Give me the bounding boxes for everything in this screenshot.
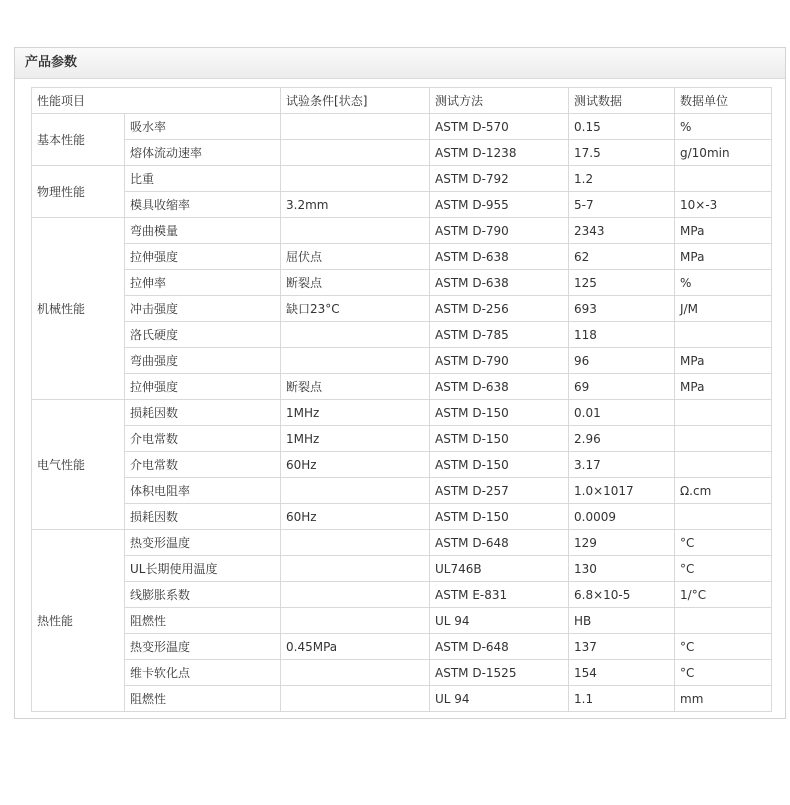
value-cell: 1.1: [569, 686, 675, 712]
method-cell: ASTM D-790: [430, 218, 569, 244]
condition-cell: [281, 114, 430, 140]
unit-cell: °C: [675, 556, 772, 582]
condition-cell: 60Hz: [281, 504, 430, 530]
value-cell: 2343: [569, 218, 675, 244]
value-cell: 96: [569, 348, 675, 374]
unit-cell: [675, 426, 772, 452]
unit-cell: 1/°C: [675, 582, 772, 608]
unit-cell: MPa: [675, 348, 772, 374]
unit-cell: g/10min: [675, 140, 772, 166]
spec-table: [31, 87, 772, 712]
value-cell: 693: [569, 296, 675, 322]
property-cell: 拉伸强度: [125, 374, 281, 400]
unit-cell: [675, 322, 772, 348]
value-cell: 130: [569, 556, 675, 582]
value-cell: HB: [569, 608, 675, 634]
value-cell: 137: [569, 634, 675, 660]
unit-cell: MPa: [675, 244, 772, 270]
property-cell: 冲击强度: [125, 296, 281, 322]
table-row: [32, 530, 772, 556]
method-cell: UL746B: [430, 556, 569, 582]
property-cell: 弯曲模量: [125, 218, 281, 244]
unit-cell: J/M: [675, 296, 772, 322]
method-cell: ASTM D-648: [430, 530, 569, 556]
condition-cell: [281, 348, 430, 374]
condition-cell: 3.2mm: [281, 192, 430, 218]
value-cell: 1.0×1017: [569, 478, 675, 504]
unit-cell: [675, 608, 772, 634]
condition-cell: 1MHz: [281, 400, 430, 426]
property-cell: 洛氏硬度: [125, 322, 281, 348]
unit-cell: °C: [675, 634, 772, 660]
condition-cell: [281, 166, 430, 192]
method-cell: ASTM D-1525: [430, 660, 569, 686]
condition-cell: [281, 686, 430, 712]
value-cell: 0.0009: [569, 504, 675, 530]
unit-cell: Ω.cm: [675, 478, 772, 504]
method-cell: ASTM D-570: [430, 114, 569, 140]
table-row: [32, 166, 772, 192]
property-cell: 弯曲强度: [125, 348, 281, 374]
method-cell: ASTM D-638: [430, 244, 569, 270]
method-cell: ASTM D-638: [430, 374, 569, 400]
property-cell: 模具收缩率: [125, 192, 281, 218]
condition-cell: [281, 582, 430, 608]
value-cell: 125: [569, 270, 675, 296]
category-cell: 机械性能: [32, 218, 125, 400]
property-cell: 阻燃性: [125, 686, 281, 712]
value-cell: 0.15: [569, 114, 675, 140]
property-cell: 拉伸率: [125, 270, 281, 296]
header-method: 测试方法: [430, 88, 569, 114]
value-cell: 17.5: [569, 140, 675, 166]
condition-cell: [281, 218, 430, 244]
category-cell: 基本性能: [32, 114, 125, 166]
value-cell: 3.17: [569, 452, 675, 478]
condition-cell: 断裂点: [281, 270, 430, 296]
value-cell: 118: [569, 322, 675, 348]
property-cell: 吸水率: [125, 114, 281, 140]
method-cell: ASTM D-790: [430, 348, 569, 374]
property-cell: 熔体流动速率: [125, 140, 281, 166]
header-condition: 试验条件[状态]: [281, 88, 430, 114]
header-unit: 数据单位: [675, 88, 772, 114]
category-cell: 电气性能: [32, 400, 125, 530]
condition-cell: 60Hz: [281, 452, 430, 478]
header-value: 测试数据: [569, 88, 675, 114]
table-header-row: [32, 88, 772, 114]
method-cell: ASTM D-785: [430, 322, 569, 348]
property-cell: 阻燃性: [125, 608, 281, 634]
condition-cell: 1MHz: [281, 426, 430, 452]
method-cell: ASTM D-150: [430, 426, 569, 452]
category-cell: 物理性能: [32, 166, 125, 218]
unit-cell: [675, 400, 772, 426]
condition-cell: [281, 660, 430, 686]
table-row: [32, 296, 772, 322]
condition-cell: [281, 140, 430, 166]
condition-cell: [281, 478, 430, 504]
property-cell: 介电常数: [125, 426, 281, 452]
method-cell: UL 94: [430, 686, 569, 712]
method-cell: ASTM D-150: [430, 452, 569, 478]
table-row: [32, 114, 772, 140]
value-cell: 154: [569, 660, 675, 686]
table-row: [32, 192, 772, 218]
method-cell: ASTM D-638: [430, 270, 569, 296]
unit-cell: %: [675, 270, 772, 296]
value-cell: 69: [569, 374, 675, 400]
unit-cell: °C: [675, 660, 772, 686]
spec-table-body: [32, 114, 772, 712]
value-cell: 6.8×10-5: [569, 582, 675, 608]
value-cell: 0.01: [569, 400, 675, 426]
method-cell: ASTM D-648: [430, 634, 569, 660]
table-row: [32, 452, 772, 478]
property-cell: 比重: [125, 166, 281, 192]
value-cell: 62: [569, 244, 675, 270]
method-cell: UL 94: [430, 608, 569, 634]
header-property: 性能项目: [32, 88, 281, 114]
table-row: [32, 322, 772, 348]
table-row: [32, 374, 772, 400]
table-row: [32, 556, 772, 582]
property-cell: 损耗因数: [125, 504, 281, 530]
table-row: [32, 504, 772, 530]
property-cell: 体积电阻率: [125, 478, 281, 504]
table-row: [32, 270, 772, 296]
unit-cell: MPa: [675, 218, 772, 244]
unit-cell: MPa: [675, 374, 772, 400]
value-cell: 2.96: [569, 426, 675, 452]
product-params-panel: [14, 47, 786, 719]
table-row: [32, 218, 772, 244]
property-cell: 拉伸强度: [125, 244, 281, 270]
method-cell: ASTM D-150: [430, 504, 569, 530]
unit-cell: °C: [675, 530, 772, 556]
table-row: [32, 660, 772, 686]
condition-cell: [281, 322, 430, 348]
method-cell: ASTM D-792: [430, 166, 569, 192]
property-cell: 损耗因数: [125, 400, 281, 426]
method-cell: ASTM E-831: [430, 582, 569, 608]
table-row: [32, 478, 772, 504]
condition-cell: [281, 608, 430, 634]
property-cell: 介电常数: [125, 452, 281, 478]
table-row: [32, 348, 772, 374]
method-cell: ASTM D-257: [430, 478, 569, 504]
property-cell: 维卡软化点: [125, 660, 281, 686]
table-row: [32, 244, 772, 270]
value-cell: 1.2: [569, 166, 675, 192]
property-cell: 线膨胀系数: [125, 582, 281, 608]
unit-cell: mm: [675, 686, 772, 712]
unit-cell: [675, 504, 772, 530]
table-row: [32, 400, 772, 426]
method-cell: ASTM D-1238: [430, 140, 569, 166]
method-cell: ASTM D-256: [430, 296, 569, 322]
condition-cell: 断裂点: [281, 374, 430, 400]
table-row: [32, 426, 772, 452]
property-cell: 热变形温度: [125, 634, 281, 660]
category-cell: 热性能: [32, 530, 125, 712]
table-row: [32, 608, 772, 634]
table-row: [32, 634, 772, 660]
table-row: [32, 686, 772, 712]
condition-cell: [281, 556, 430, 582]
condition-cell: 0.45MPa: [281, 634, 430, 660]
unit-cell: %: [675, 114, 772, 140]
value-cell: 5-7: [569, 192, 675, 218]
table-row: [32, 582, 772, 608]
condition-cell: 缺口23°C: [281, 296, 430, 322]
unit-cell: [675, 452, 772, 478]
table-row: [32, 140, 772, 166]
property-cell: 热变形温度: [125, 530, 281, 556]
condition-cell: 屈伏点: [281, 244, 430, 270]
panel-title: 产品参数: [15, 48, 785, 79]
method-cell: ASTM D-955: [430, 192, 569, 218]
property-cell: UL长期使用温度: [125, 556, 281, 582]
method-cell: ASTM D-150: [430, 400, 569, 426]
unit-cell: [675, 166, 772, 192]
unit-cell: 10×-3: [675, 192, 772, 218]
condition-cell: [281, 530, 430, 556]
value-cell: 129: [569, 530, 675, 556]
